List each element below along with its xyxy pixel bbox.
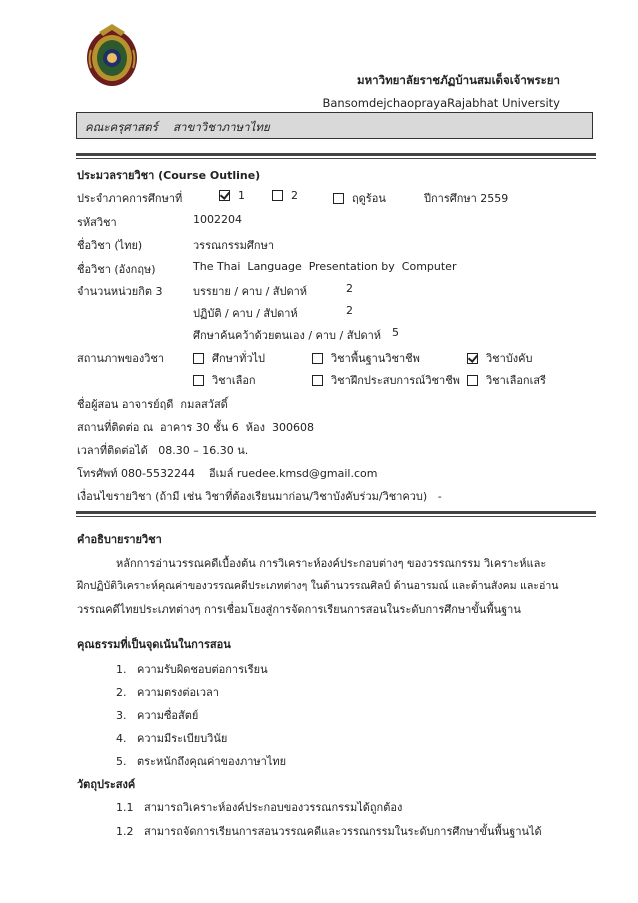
status-required[interactable]: วิชาบังคับ	[467, 349, 533, 367]
semester-label: ประจำภาคการศึกษาที่	[77, 192, 183, 205]
practice-label: ปฏิบัติ / คาบ / สัปดาห์	[193, 307, 298, 320]
checkbox-icon[interactable]	[193, 353, 204, 364]
university-seal-icon	[85, 22, 139, 88]
course-status-label: สถานภาพของวิชา	[77, 352, 165, 365]
ethics-item: 4. ความมีระเบียบวินัย	[116, 732, 228, 745]
university-logo	[85, 22, 139, 88]
semester-option-2[interactable]: 2	[272, 189, 298, 202]
status-general-education[interactable]: ศึกษาทั่วไป	[193, 349, 265, 367]
practice-value: 2	[346, 304, 353, 317]
credits-label: จำนวนหน่วยกิต 3	[77, 285, 163, 298]
self-study-value: 5	[392, 326, 399, 339]
contact-place: สถานที่ติดต่อ ณ อาคาร 30 ชั้น 6 ห้อง 300608	[77, 421, 314, 434]
course-name-th-value: วรรณกรรมศึกษา	[193, 239, 274, 252]
checkbox-icon[interactable]	[467, 375, 478, 386]
checkbox-icon[interactable]	[193, 375, 204, 386]
self-study-label: ศึกษาค้นคว้าด้วยตนเอง / คาบ / สัปดาห์	[193, 329, 382, 342]
lecture-value: 2	[346, 282, 353, 295]
description-line: ฝึกปฏิบัติวิเคราะห์คุณค่าของวรรณคดีประเภทต่างๆ ในด้านวรรณศิลป์ ด้านอารมณ์ และด้านสังคม และอ่าน	[77, 580, 559, 592]
section-divider-top-thin	[76, 158, 596, 159]
description-line: หลักการอ่านวรรณคดีเบื้องต้น การวิเคราะห์องค์ประกอบต่างๆ ของวรรณกรรม วิเคราะห์และ	[116, 557, 547, 570]
checkbox-icon[interactable]	[312, 353, 323, 364]
course-code-label: รหัสวิชา	[77, 216, 117, 229]
semester-option-1[interactable]: 1	[219, 189, 245, 202]
course-name-en-value: The Thai Language Presentation by Computer	[193, 260, 457, 273]
checkbox-icon[interactable]	[333, 193, 344, 204]
contact-time: เวลาที่ติดต่อได้ 08.30 – 16.30 น.	[77, 444, 249, 457]
lecture-label: บรรยาย / คาบ / สัปดาห์	[193, 285, 308, 298]
program-name: สาขาวิชาภาษาไทย	[173, 120, 270, 134]
checkbox-checked-icon[interactable]	[219, 190, 230, 201]
course-name-en-label: ชื่อวิชา (อังกฤษ)	[77, 263, 156, 276]
objective-item: 1.2 สามารถจัดการเรียนการสอนวรรณคดีและวรรณกรรมในระดับการศึกษาขั้นพื้นฐานได้	[116, 825, 542, 838]
course-outline-title: ประมวลรายวิชา (Course Outline)	[77, 169, 261, 182]
ethics-item: 5. ตระหนักถึงคุณค่าของภาษาไทย	[116, 755, 287, 768]
prerequisite: เงื่อนไขรายวิชา (ถ้ามี เช่น วิชาที่ต้องเรียนมาก่อน/วิชาบังคับร่วม/วิชาควบ) -	[77, 490, 442, 503]
description-line: วรรณคดีไทยประเภทต่างๆ การเชื่อมโยงสู่การจัดการเรียนการสอนในระดับการศึกษาขั้นพื้นฐาน	[77, 603, 521, 616]
academic-year: ปีการศึกษา 2559	[424, 192, 509, 205]
checkbox-icon[interactable]	[272, 190, 283, 201]
university-name-thai: มหาวิทยาลัยราชภัฏบ้านสมเด็จเจ้าพระยา	[357, 73, 560, 87]
checkbox-icon[interactable]	[312, 375, 323, 386]
faculty-name: คณะครุศาสตร์	[85, 120, 158, 134]
instructor-name: ชื่อผู้สอน อาจารย์ฤดี กมลสวัสดิ์	[77, 398, 228, 411]
course-code-value: 1002204	[193, 213, 242, 226]
university-name-english: BansomdejchaoprayaRajabhat University	[322, 96, 560, 110]
status-elective[interactable]: วิชาเลือก	[193, 371, 256, 389]
ethics-title: คุณธรรมที่เป็นจุดเน้นในการสอน	[77, 638, 231, 651]
ethics-item: 1. ความรับผิดชอบต่อการเรียน	[116, 663, 268, 676]
semester-option-summer[interactable]: ฤดูร้อน	[333, 189, 386, 207]
course-name-th-label: ชื่อวิชา (ไทย)	[77, 239, 143, 252]
ethics-item: 2. ความตรงต่อเวลา	[116, 686, 219, 699]
section-divider-top	[76, 153, 596, 156]
objectives-title: วัตถุประสงค์	[77, 778, 136, 791]
description-title: คำอธิบายรายวิชา	[77, 533, 162, 546]
phone-email: โทรศัพท์ 080-5532244 อีเมล์ ruedee.kmsd@gmail.com	[77, 467, 378, 480]
objective-item: 1.1 สามารถวิเคราะห์องค์ประกอบของวรรณกรรมได้ถูกต้อง	[116, 801, 403, 814]
ethics-item: 3. ความซื่อสัตย์	[116, 709, 199, 722]
checkbox-checked-icon[interactable]	[467, 353, 478, 364]
status-practicum[interactable]: วิชาฝึกประสบการณ์วิชาชีพ	[312, 371, 460, 389]
section-divider-middle-thin	[76, 516, 596, 517]
faculty-banner	[76, 112, 593, 139]
status-free-elective[interactable]: วิชาเลือกเสรี	[467, 371, 546, 389]
status-professional-foundation[interactable]: วิชาพื้นฐานวิชาชีพ	[312, 349, 420, 367]
section-divider-middle	[76, 511, 596, 514]
